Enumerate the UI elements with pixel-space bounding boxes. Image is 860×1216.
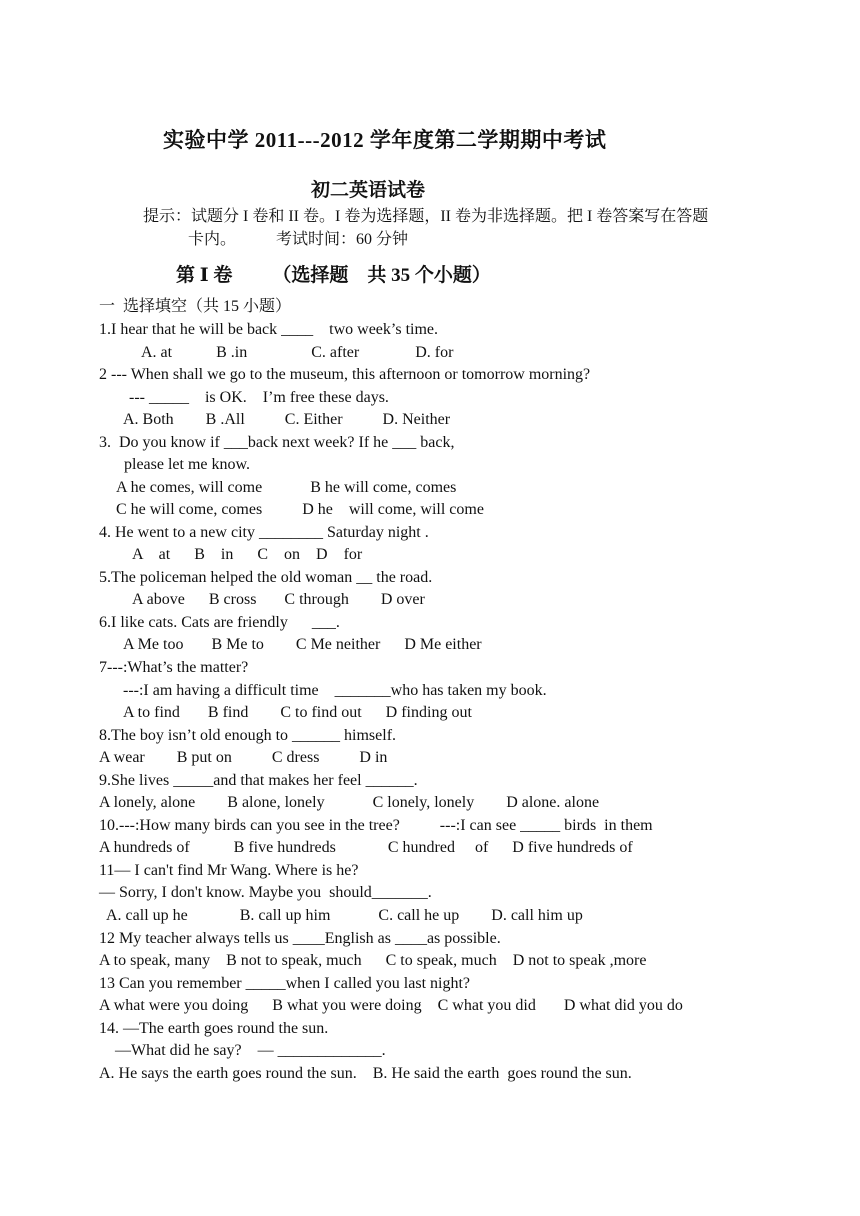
question-9: 9.She lives _____and that makes her feel ______. [99, 772, 418, 789]
question-2: 2 --- When shall we go to the museum, this afternoon or tomorrow morning? [99, 366, 591, 383]
question-5: 5.The policeman helped the old woman __ the road. [99, 569, 433, 586]
exam-hint [143, 205, 783, 251]
hint-line-2a: 卡内。 [188, 231, 237, 248]
question-10-options: A hundreds of B five hundreds C hundred of D five hundreds of [99, 839, 633, 856]
question-2-options: A. Both B .All C. Either D. Neither [123, 411, 451, 428]
question-9-options: A lonely, alone B alone, lonely C lonely, lonely D alone. alone [99, 794, 600, 811]
question-1-options: A. at B .in C. after D. for [141, 344, 454, 361]
question-11-line-2: — Sorry, I don't know. Maybe you should_______. [99, 884, 432, 901]
question-2-line-2: --- _____ is OK. I’m free these days. [129, 389, 389, 406]
question-8: 8.The boy isn’t old enough to ______ himself. [99, 727, 397, 744]
question-12: 12 My teacher always tells us ____English as ____as possible. [99, 930, 501, 947]
question-11: 11— I can't find Mr Wang. Where is he? [99, 862, 359, 879]
question-6-options: A Me too B Me to C Me neither D Me either [123, 636, 482, 653]
question-7: 7---:What’s the matter? [99, 659, 249, 676]
question-4-options: A at B in C on D for [132, 546, 363, 563]
question-3-line-2: please let me know. [124, 456, 251, 473]
question-5-options: A above B cross C through D over [132, 591, 425, 608]
question-6: 6.I like cats. Cats are friendly ___. [99, 614, 340, 631]
question-1: 1.I hear that he will be back ____ two week’s time. [99, 321, 439, 338]
exam-time: 考试时间：60 分钟 [276, 231, 409, 248]
hint-line-2 [143, 228, 783, 251]
exam-subtitle: 初二英语试卷 [311, 180, 426, 201]
question-8-options: A wear B put on C dress D in [99, 749, 388, 766]
question-12-options: A to speak, many B not to speak, much C to speak, much D not to speak ,more [99, 952, 647, 969]
question-4: 4. He went to a new city ________ Saturday night . [99, 524, 429, 541]
section-title: 第 Ⅰ 卷 [176, 265, 233, 286]
question-7-options: A to find B find C to find out D finding out [123, 704, 472, 721]
question-14-options: A. He says the earth goes round the sun. B. He said the earth goes round the sun. [99, 1065, 632, 1082]
question-11-options: A. call up he B. call up him C. call he up D. call him up [106, 907, 583, 924]
question-3-options-2: C he will come, comes D he will come, will come [116, 501, 484, 518]
section-heading [176, 260, 491, 287]
part-heading: 一 选择填空（共 15 小题） [99, 298, 292, 315]
question-7-line-2: ---:I am having a difficult time _______who has taken my book. [123, 682, 547, 699]
question-13: 13 Can you remember _____when I called you last night? [99, 975, 471, 992]
question-10: 10.---:How many birds can you see in the tree? ---:I can see _____ birds in them [99, 817, 653, 834]
hint-line-1: 提示：试题分 I 卷和 II 卷。I 卷为选择题，II 卷为非选择题。把 I 卷答案写在答题 [143, 208, 709, 225]
section-subtitle: （选择题 共 35 个小题） [272, 265, 491, 286]
question-14-line-2: —What did he say? — _____________. [115, 1042, 386, 1059]
exam-title: 实验中学 2011---2012 学年度第二学期期中考试 [163, 128, 607, 152]
question-13-options: A what were you doing B what you were doing C what you did D what did you do [99, 997, 683, 1014]
question-3: 3. Do you know if ___back next week? If he ___ back, [99, 434, 455, 451]
question-14: 14. —The earth goes round the sun. [99, 1020, 329, 1037]
question-3-options-1: A he comes, will come B he will come, comes [116, 479, 457, 496]
